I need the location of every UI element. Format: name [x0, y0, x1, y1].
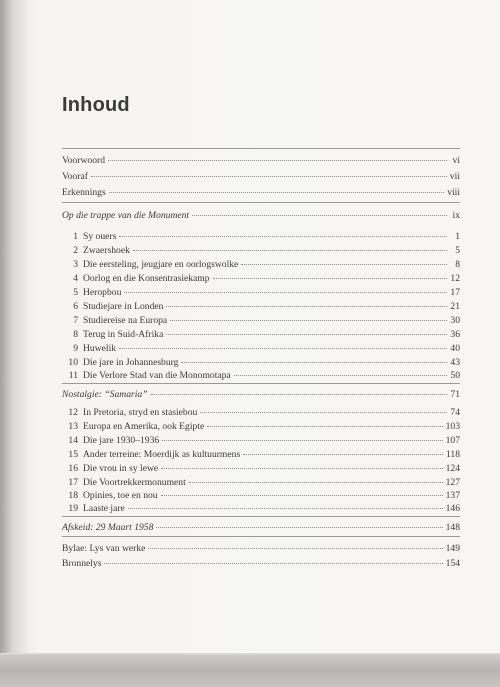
chapter-number: 19 — [68, 503, 78, 514]
dot-leader — [213, 278, 447, 279]
toc-entry-label: Voorwoord — [62, 155, 105, 166]
chapter-number: 13 — [68, 421, 78, 432]
chapter-page: 5 — [455, 245, 460, 256]
chapter-number: 16 — [68, 463, 78, 474]
chapter-page: 146 — [445, 503, 460, 514]
chapter-title: In Pretoria, stryd en stasiebou — [83, 407, 198, 418]
dot-leader — [156, 527, 442, 528]
toc-chapter[interactable] — [62, 434, 460, 448]
dot-leader — [170, 320, 447, 321]
dot-leader — [192, 215, 447, 216]
toc-entry-label: Bylae: Lys van werke — [62, 543, 146, 554]
dot-leader — [119, 348, 447, 349]
chapter-page: 1 — [455, 231, 460, 242]
chapter-number: 12 — [68, 407, 78, 418]
dot-leader — [124, 292, 447, 293]
chapter-page: 21 — [450, 301, 460, 312]
toc-section-label: Afskeid: 29 Maart 1958 — [62, 522, 154, 533]
dot-leader — [91, 176, 447, 177]
chapter-number: 5 — [73, 287, 78, 298]
dot-leader — [161, 468, 442, 469]
toc-chapter[interactable] — [62, 462, 460, 476]
chapter-number: 3 — [73, 259, 78, 270]
chapter-page: 107 — [445, 435, 460, 446]
toc-section-label: Op die trappe van die Monument — [62, 210, 190, 221]
chapter-number: 2 — [73, 245, 78, 256]
chapter-title: Zwaershoek — [83, 245, 130, 256]
dot-leader — [151, 394, 447, 395]
toc-entry-page: 154 — [445, 558, 460, 569]
toc-chapter[interactable] — [62, 300, 460, 314]
toc-chapter[interactable] — [62, 272, 460, 286]
chapter-title: Die eersteling, jeugjare en oorlogswolke — [83, 259, 239, 270]
toc-section[interactable] — [62, 521, 460, 535]
toc-section[interactable] — [62, 209, 460, 223]
spine-shadow — [0, 0, 30, 687]
chapter-number: 6 — [73, 301, 78, 312]
chapter-number: 7 — [73, 315, 78, 326]
toc-entry-page: viii — [447, 187, 460, 198]
toc-chapter[interactable] — [62, 230, 460, 244]
page-title: Inhoud — [62, 94, 130, 116]
toc-chapter[interactable] — [62, 369, 460, 383]
chapter-title: Opinies, toe en nou — [83, 490, 158, 501]
chapter-title: Die jare in Johannesburg — [83, 357, 179, 368]
toc-chapter[interactable] — [62, 356, 460, 370]
chapter-page: 43 — [450, 357, 460, 368]
dot-leader — [200, 412, 447, 413]
dot-leader — [166, 306, 447, 307]
chapter-page: 36 — [450, 329, 460, 340]
toc-entry[interactable] — [62, 186, 460, 200]
background-surface — [0, 656, 500, 687]
dot-leader — [133, 250, 447, 251]
toc-entry-page: 149 — [445, 543, 460, 554]
toc-entry[interactable] — [62, 557, 460, 571]
chapter-page: 137 — [445, 490, 460, 501]
chapter-title: Europa en Amerika, ook Egipte — [83, 421, 205, 432]
chapter-page: 40 — [450, 343, 460, 354]
toc-section-page: 148 — [445, 522, 460, 533]
chapter-page: 50 — [450, 370, 460, 381]
dot-leader — [109, 192, 445, 193]
chapter-page: 17 — [450, 287, 460, 298]
chapter-title: Oorlog en die Konsentrasiekamp — [83, 273, 210, 284]
chapter-number: 17 — [68, 477, 78, 488]
dot-leader — [119, 236, 447, 237]
dot-leader — [161, 495, 443, 496]
dot-leader — [189, 482, 443, 483]
chapter-title: Die Voortrekkermonument — [83, 477, 186, 488]
chapter-title: Studiereise na Europa — [83, 315, 168, 326]
toc-chapter[interactable] — [62, 420, 460, 434]
toc-entry-label: Vooraf — [62, 171, 88, 182]
chapter-title: Die vrou in sy lewe — [83, 463, 159, 474]
chapter-number: 1 — [73, 231, 78, 242]
chapter-title: Terug in Suid-Afrika — [83, 329, 164, 340]
toc-chapter[interactable] — [62, 342, 460, 356]
chapter-page: 12 — [450, 273, 460, 284]
chapter-number: 11 — [68, 370, 78, 381]
toc-entry[interactable] — [62, 154, 460, 168]
dot-leader — [207, 426, 442, 427]
toc-entry-label: Bronnelys — [62, 558, 102, 569]
toc-chapter[interactable] — [62, 476, 460, 490]
chapter-title: Heropbou — [83, 287, 122, 298]
toc-chapter[interactable] — [62, 448, 460, 462]
toc-chapter[interactable] — [62, 502, 460, 516]
chapter-page: 127 — [445, 477, 460, 488]
chapter-number: 15 — [68, 449, 78, 460]
dot-leader — [148, 548, 442, 549]
chapter-title: Laaste jare — [83, 503, 125, 514]
chapter-page: 74 — [450, 407, 460, 418]
toc-section-label: Nostalgie: “Samaria” — [62, 389, 148, 400]
dot-leader — [181, 362, 447, 363]
chapter-title: Huwelik — [83, 343, 117, 354]
chapter-page: 118 — [445, 449, 460, 460]
chapter-title: Die jare 1930–1936 — [83, 435, 160, 446]
chapter-number: 10 — [68, 357, 78, 368]
toc-entry-page: vii — [449, 171, 460, 182]
chapter-number: 14 — [68, 435, 78, 446]
chapter-title: Sy ouers — [83, 231, 117, 242]
toc-entry-label: Erkennings — [62, 187, 106, 198]
chapter-page: 103 — [445, 421, 460, 432]
toc-section-page: ix — [452, 210, 460, 221]
toc-entry[interactable] — [62, 170, 460, 184]
toc-chapter[interactable] — [62, 406, 460, 420]
dot-leader — [243, 454, 443, 455]
chapter-title: Die Verlore Stad van die Monomotapa — [83, 370, 231, 381]
toc-entry-page: vi — [452, 155, 460, 166]
chapter-number: 9 — [73, 343, 78, 354]
chapter-page: 30 — [450, 315, 460, 326]
table-of-contents — [62, 0, 460, 687]
dot-leader — [166, 334, 447, 335]
dot-leader — [234, 375, 447, 376]
chapter-title: Studiejare in Londen — [83, 301, 164, 312]
chapter-page: 8 — [455, 259, 460, 270]
toc-section-page: 71 — [450, 389, 460, 400]
dot-leader — [162, 440, 442, 441]
toc-entry[interactable] — [62, 542, 460, 556]
chapter-number: 18 — [68, 490, 78, 501]
toc-chapter[interactable] — [62, 328, 460, 342]
chapter-title: Ander terreine: Moerdijk as kultuurmens — [83, 449, 241, 460]
toc-chapter[interactable] — [62, 489, 460, 503]
dot-leader — [241, 264, 447, 265]
toc-chapter[interactable] — [62, 258, 460, 272]
toc-chapter[interactable] — [62, 286, 460, 300]
chapter-number: 4 — [73, 273, 78, 284]
dot-leader — [128, 508, 443, 509]
dot-leader — [108, 160, 447, 161]
chapter-page: 124 — [445, 463, 460, 474]
toc-section[interactable] — [62, 388, 460, 402]
chapter-number: 8 — [73, 329, 78, 340]
dot-leader — [104, 563, 442, 564]
toc-chapter[interactable] — [62, 244, 460, 258]
toc-chapter[interactable] — [62, 314, 460, 328]
